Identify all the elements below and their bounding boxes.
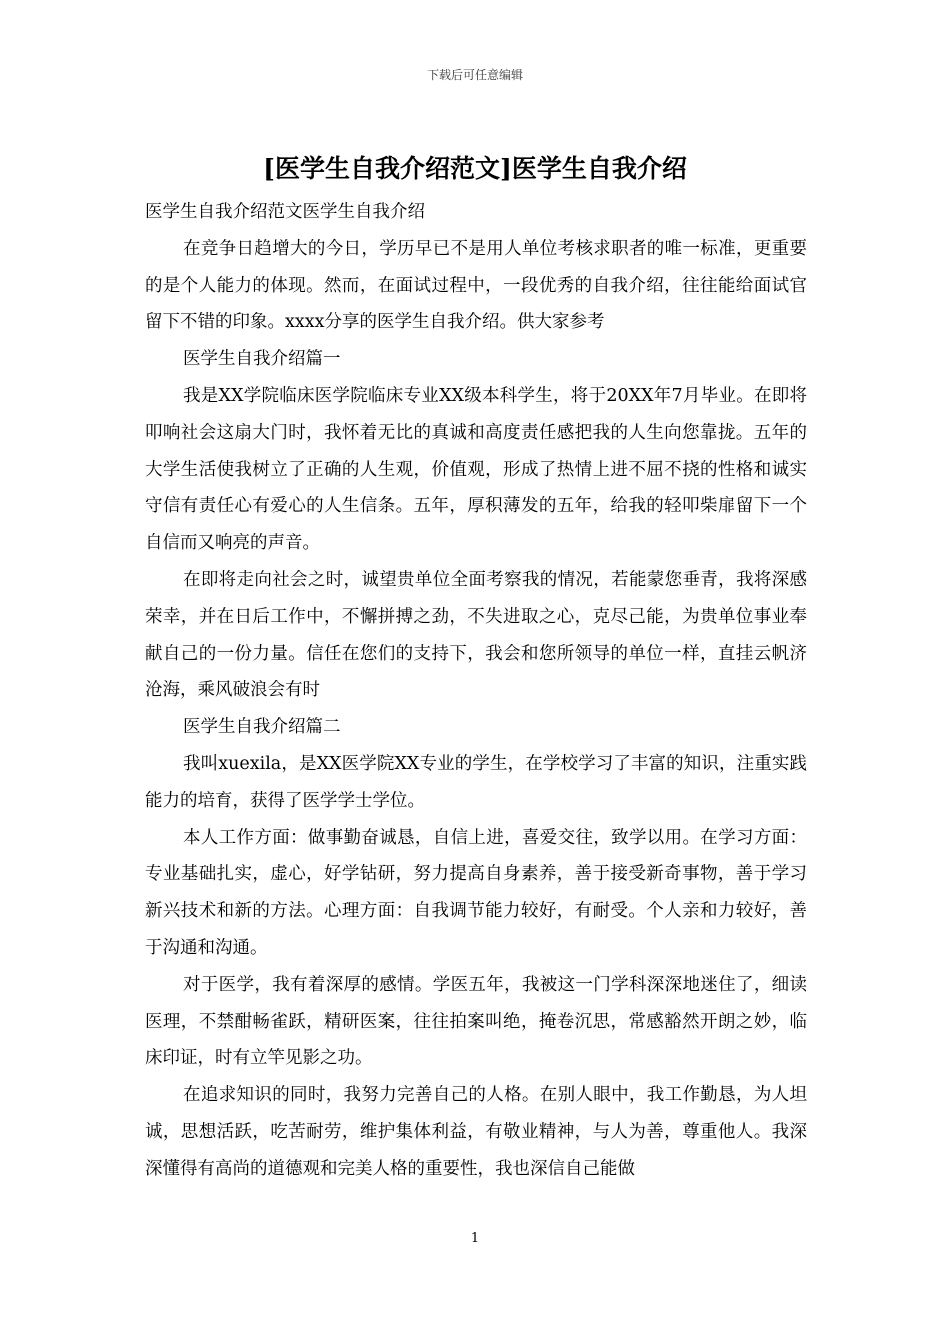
header-note: 下载后可任意编辑 — [426, 68, 523, 82]
paragraph-two-d: 在追求知识的同时，我努力完善自己的人格。在别人眼中，我工作勤恳，为人坦诚，思想活跃，吃苦耐劳，维护集体利益，有敬业精神，与人为善，尊重他人。我深深懂得有高尚的道德观和完美人格的重要性，我也深信自己能做 — [145, 1085, 807, 1179]
paragraph-two-c: 对于医学，我有着深厚的感情。学医五年，我被这一门学科深深地迷住了，细读医理，不禁酣畅雀跃，精研医案，往往拍案叫绝，掩卷沉思，常感豁然开朗之妙，临床印证，时有立竿见影之功。 — [145, 974, 807, 1069]
paragraph-two-b: 本人工作方面：做事勤奋诚恳，自信上进，喜爱交往，致学以用。在学习方面：专业基础扎实，虚心，好学钻研，努力提高自身素养，善于接受新奇事物，善于学习新兴技术和新的方法。心理方面：自我调节能力较好，有耐受。个人亲和力较好，善于沟通和沟通。 — [145, 827, 807, 958]
paragraph-one-b: 在即将走向社会之时，诚望贵单位全面考察我的情况，若能蒙您垂青，我将深感荣幸，并在日后工作中，不懈拼搏之劲，不失进取之心，克尽己能，为贵单位事业奉献自己的一份力量。信任在您们的支持下，我会和您所领导的单位一样，直挂云帆济沧海，乘风破浪会有时 — [145, 569, 807, 701]
paragraph-one-a: 我是XX学院临床医学院临床专业XX级本科学生，将于20XX年7月毕业。在即将叩响社会这扇大门时，我怀着无比的真诚和高度责任感把我的人生向您靠拢。五年的大学生活使我树立了正确的人生观，价值观，形成了热情上进不屈不挠的性格和诚实守信有责任心有爱心的人生信条。五年，厚积薄发的五年，给我的轻叩柴扉留下一个自信而又响亮的声音。 — [145, 385, 807, 554]
paragraph-two-a: 我叫xuexila，是XX医学院XX专业的学生，在学校学习了丰富的知识，注重实践能力的培育，获得了医学学士学位。 — [145, 753, 807, 811]
paragraph-intro: 在竞争日趋增大的今日，学历早已不是用人单位考核求职者的唯一标准，更重要的是个人能力的体现。然而，在面试过程中，一段优秀的自我介绍，往往能给面试官留下不错的印象。xxxx分享的医学生自我介绍。供大家参考 — [145, 238, 807, 333]
document-title: [医学生自我介绍范文]医学生自我介绍 — [263, 154, 687, 183]
section-heading-one: 医学生自我介绍篇一 — [183, 349, 341, 370]
subtitle-line: 医学生自我介绍范文医学生自我介绍 — [145, 202, 425, 222]
section-heading-two: 医学生自我介绍篇二 — [183, 717, 341, 738]
document-body — [145, 194, 807, 1188]
page-number: 1 — [470, 1231, 480, 1246]
